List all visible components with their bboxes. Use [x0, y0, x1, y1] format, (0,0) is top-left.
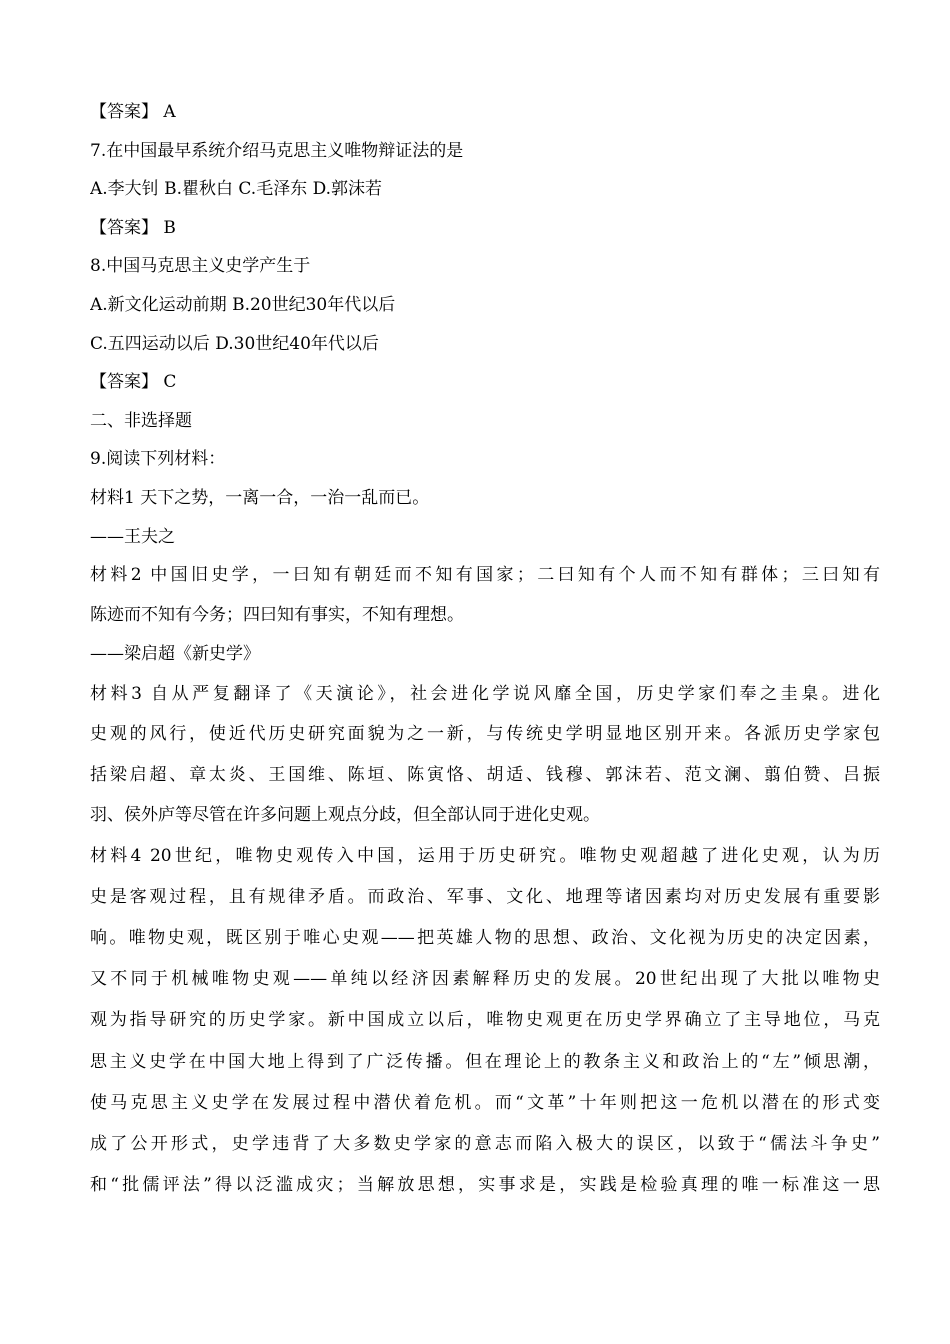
paragraph-line: 响。唯物史观，既区别于唯心史观——把英雄人物的思想、政治、文化视为历史的决定因素， — [90, 928, 880, 949]
paragraph-line: 材料3 自从严复翻译了《天演论》，社会进化学说风靡全国，历史学家们奉之圭臬。进化 — [90, 683, 880, 704]
material-2 — [90, 556, 880, 635]
paragraph-line: 成了公开形式，史学违背了大多数史学家的意志而陷入极大的误区，以致于“儒法斗争史” — [90, 1134, 880, 1155]
paragraph-line: 观为指导研究的历史学家。新中国成立以后，唯物史观更在历史学界确立了主导地位，马克 — [90, 1010, 880, 1031]
material-2-source: ——梁启超《新史学》 — [90, 644, 260, 665]
material-1: 材料1 天下之势，一离一合，一治一乱而已。 — [90, 487, 430, 508]
paragraph-line: 羽、侯外庐等尽管在许多问题上观点分歧，但全部认同于进化史观。 — [90, 805, 600, 826]
material-1-source: ——王夫之 — [90, 526, 175, 547]
paragraph-line: 又不同于机械唯物史观——单纯以经济因素解释历史的发展。20世纪出现了大批以唯物史 — [90, 969, 880, 990]
paragraph-line: 思主义史学在中国大地上得到了广泛传播。但在理论上的教条主义和政治上的“左”倾思潮， — [90, 1051, 880, 1072]
paragraph-line: 材料4 20世纪，唯物史观传入中国，运用于历史研究。唯物史观超越了进化史观，认为历 — [90, 845, 880, 866]
material-4 — [90, 836, 880, 1207]
paragraph-line: 和“批儒评法”得以泛滥成灾；当解放思想，实事求是，实践是检验真理的唯一标准这一思 — [90, 1175, 880, 1196]
paragraph-line: 使马克思主义史学在发展过程中潜伏着危机。而“文革”十年则把这一危机以潜在的形式变 — [90, 1092, 880, 1113]
question-8-options-1: A.新文化运动前期 B.20世纪30年代以后 — [90, 294, 396, 315]
answer-6: 【答案】 A — [90, 102, 176, 122]
question-7: 7.在中国最早系统介绍马克思主义唯物辩证法的是 — [90, 140, 464, 161]
answer-8: 【答案】 C — [90, 372, 177, 393]
paragraph-line: 括梁启超、章太炎、王国维、陈垣、陈寅恪、胡适、钱穆、郭沫若、范文澜、翦伯赞、吕振 — [90, 764, 880, 785]
question-9: 9.阅读下列材料： — [90, 449, 226, 470]
question-8: 8.中国马克思主义史学产生于 — [90, 256, 311, 277]
paragraph-line: 史是客观过程，且有规律矛盾。而政治、军事、文化、地理等诸因素均对历史发展有重要影 — [90, 886, 880, 907]
paragraph-line: 史观的风行，使近代历史研究面貌为之一新，与传统史学明显地区别开来。各派历史学家包 — [90, 724, 880, 745]
paragraph-line: 陈迹而不知有今务；四曰知有事实，不知有理想。 — [90, 604, 464, 625]
document-page — [90, 93, 880, 1206]
question-7-options: A.李大钊 B.瞿秋白 C.毛泽东 D.郭沫若 — [90, 179, 383, 200]
section-heading: 二、非选择题 — [90, 410, 192, 431]
answer-7: 【答案】 B — [90, 217, 176, 238]
material-3 — [90, 674, 880, 836]
question-8-options-2: C.五四运动以后 D.30世纪40年代以后 — [90, 333, 379, 354]
paragraph-line: 材料2 中国旧史学，一曰知有朝廷而不知有国家；二曰知有个人而不知有群体；三曰知有 — [90, 565, 880, 586]
